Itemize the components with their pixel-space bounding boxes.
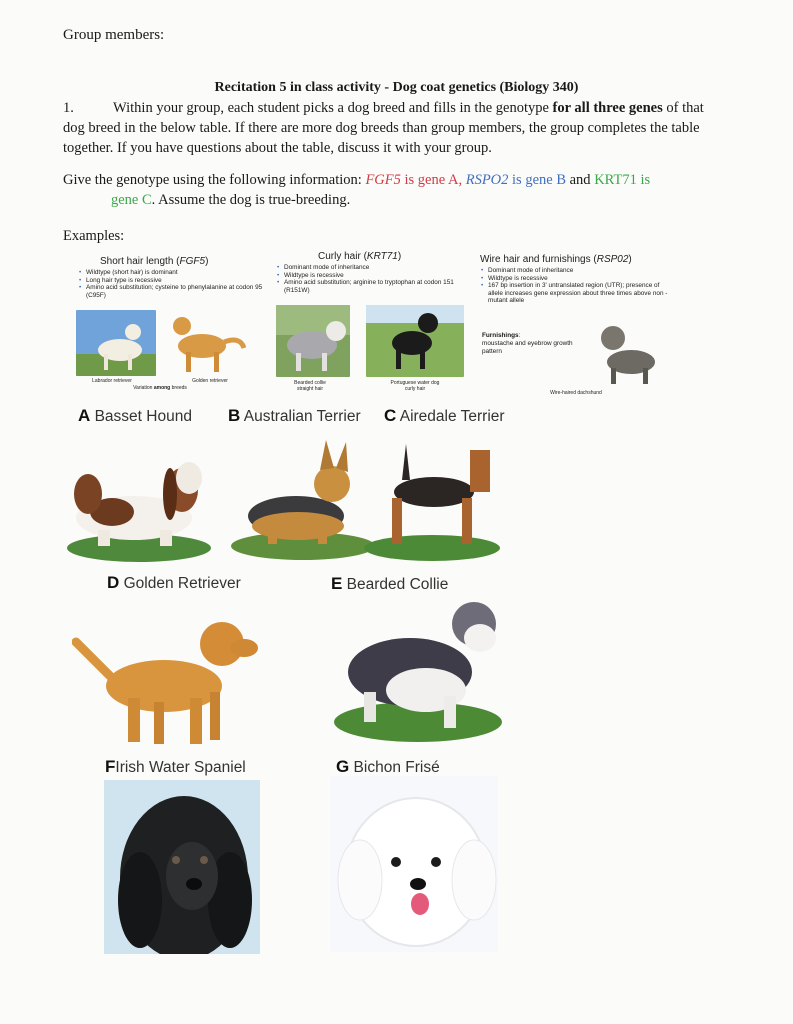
instruction-1-bold: for all three genes [552,100,663,116]
example-curly-hair-title: Curly hair (KRT71) [318,251,402,262]
caption-bearded-collie: Bearded collie straight hair [294,380,326,392]
golden-retriever-photo [72,606,262,752]
irish-water-spaniel-photo [104,780,260,954]
instruction-number: 1. [63,100,74,116]
instruction-1-part2: of that dog breed in the below table. If there are more dog breeds than group members, the group completes the table together. If you have questions about the table, discuss it with your group. [63,100,704,156]
caption-labrador: Labrador retriever [92,378,132,384]
example-wire-hair [480,254,675,305]
breed-label-g: G Bichon Frisé [336,757,440,776]
bullet: • 167 bp insertion in 3' untranslated region (UTR); presence of allele increases gene expression about three times above non -mutant allele [488,282,675,305]
airedale-terrier-photo [362,436,502,562]
instruction-2-lead: Give the genotype using the following information: [63,172,362,188]
breed-label-c: C Airedale Terrier [384,406,505,425]
page-title: Recitation 5 in class activity - Dog coat genetics (Biology 340) [214,80,579,95]
examples-label: Examples: [63,228,125,244]
instruction-1-part1: Within your group, each student picks a dog breed and fills in the genotype [113,100,549,116]
bullet: • Amino acid substitution; cysteine to phenylalanine at codon 95 (C95F) [86,284,268,299]
breed-label-b: B Australian Terrier [228,406,361,425]
gene-c-text-2: gene C [111,192,152,208]
gene-b-text: is gene B [512,172,566,188]
example-short-hair-title: Short hair length (FGF5) [100,256,209,267]
breed-label-a: A Basset Hound [78,406,192,425]
caption-variation: Variation among breeds [133,385,187,391]
instruction-2-tail: . Assume the dog is true-breeding. [151,192,351,208]
bullet: • Wildtype is recessive [284,272,471,280]
gene-c-name: KRT71 [594,172,637,188]
example-short-hair [78,256,268,299]
bichon-frise-photo [330,776,498,952]
australian-terrier-photo [228,432,378,562]
instruction-2-and: and [569,172,591,188]
breed-label-e: E Bearded Collie [331,574,449,593]
wire-haired-dachshund-photo [595,318,665,388]
group-members-label: Group members: [63,27,165,43]
furnishings-note: Furnishings: moustache and eyebrow growth pattern [482,332,573,355]
caption-portuguese: Portuguese water dog curly hair [390,380,440,392]
bullet: • Dominant mode of inheritance [284,264,471,272]
bullet: • Long hair type is recessive [86,277,268,285]
example-wire-hair-bullets [480,267,675,305]
bullet: • Amino acid substitution; arginine to tryptophan at codon 151 (R151W) [284,279,471,294]
instruction-2 [63,170,703,210]
basset-hound-photo [64,430,214,565]
caption-golden: Golden retriever [192,378,228,384]
bearded-collie-example-photo [276,305,350,377]
gene-c-text-1: is [640,172,651,188]
gene-a-name: FGF5 [365,172,401,188]
example-wire-hair-title: Wire hair and furnishings (RSP02) [480,254,632,265]
breed-label-d: D Golden Retriever [107,573,241,592]
example-curly-hair [276,251,471,294]
portuguese-water-dog-photo [366,305,464,377]
caption-dachshund: Wire-haired dachshund [550,390,602,396]
gene-b-name: RSPO2 [465,172,509,188]
bullet: • Wildtype (short hair) is dominant [86,269,268,277]
golden-retriever-example-photo [160,308,246,378]
bearded-collie-photo [330,592,505,748]
instruction-1 [63,98,713,158]
bullet: • Dominant mode of inheritance [488,267,675,275]
labrador-photo [76,310,156,376]
breed-label-f: FIrish Water Spaniel [105,757,246,776]
example-curly-hair-bullets [276,264,471,294]
gene-a-text: is gene A, [404,172,463,188]
bullet: • Wildtype is recessive [488,275,675,283]
example-short-hair-bullets [78,269,268,299]
